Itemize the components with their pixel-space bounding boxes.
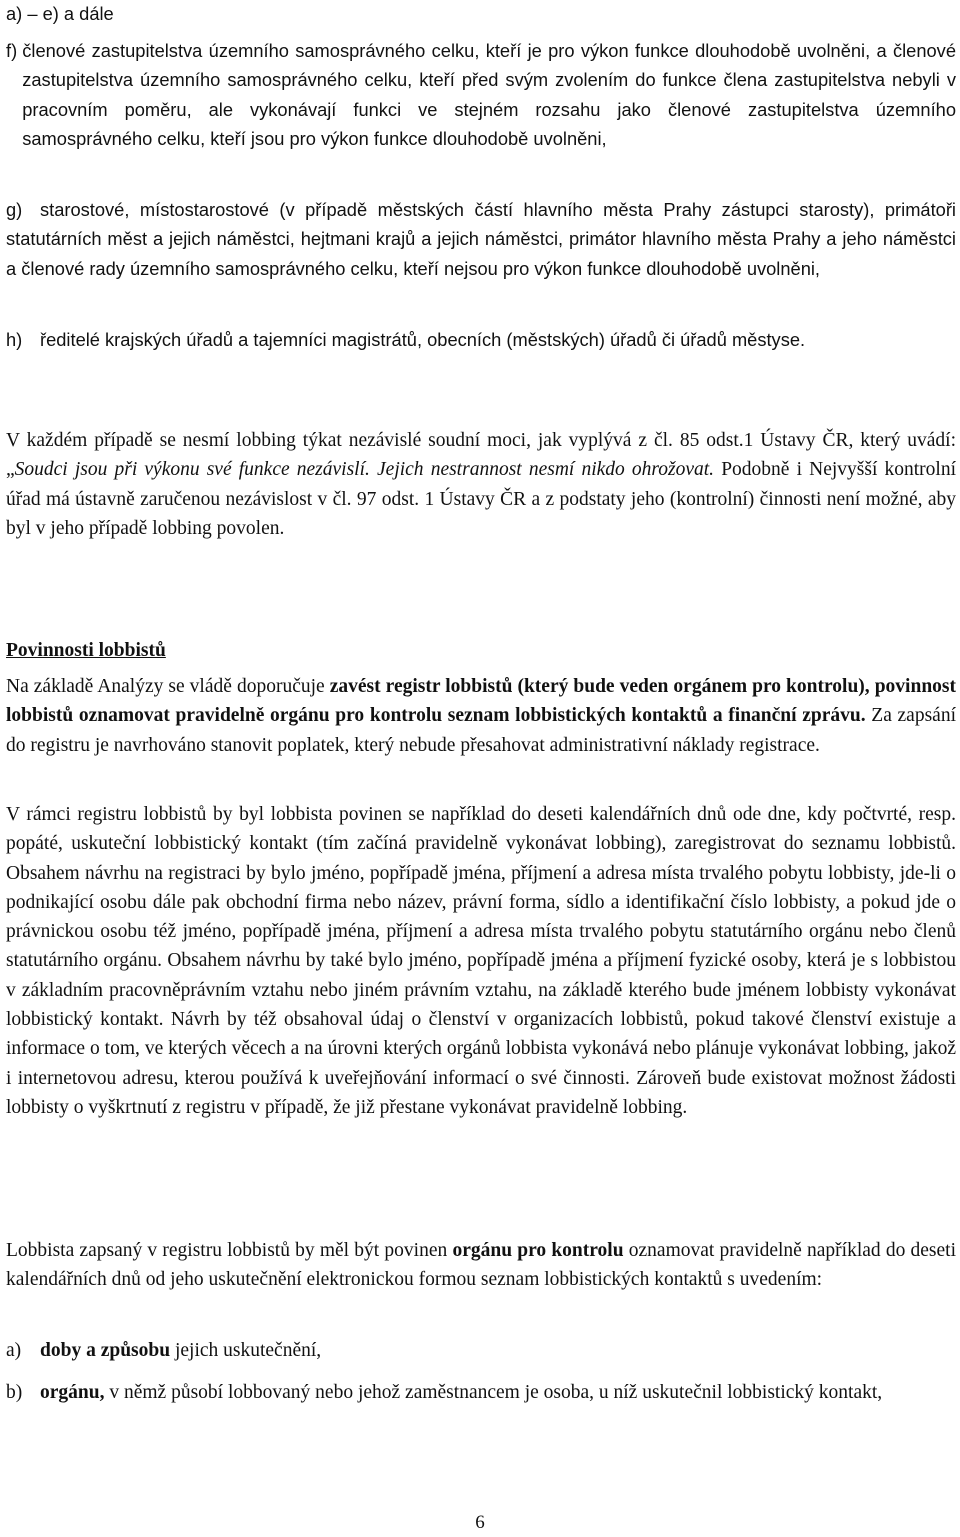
- courts-text-1: V každém případě se nesmí lobbing týkat nezávislé soudní moci, jak vyplývá z čl. 85 odst.1 Ústavy ČR, který uvádí: „: [6, 430, 956, 481]
- list-text: [40, 1378, 956, 1407]
- list-text: starostové, místostarostové (v případě městských částí hlavního města Prahy zástupci starosty), primátoři statutárních měst a jejich náměstci, hejtmani krajů a jejich náměstci, primátor hlavního města Prahy a jeho náměstci a členové rady územního samosprávného celku, kteří nejsou pro výkon funkce dlouhodobě uvolněni,: [6, 199, 956, 279]
- heading-text: Povinnosti lobbistů: [6, 640, 166, 661]
- p3-text-1: Lobbista zapsaný v registru lobbistů by měl být povinen: [6, 1240, 453, 1261]
- list-text: [40, 1336, 956, 1365]
- list-label: h): [6, 329, 28, 350]
- p1-text-1: Na základě Analýzy se vládě doporučuje: [6, 676, 330, 697]
- list-label: g): [6, 199, 28, 220]
- paragraph-3: [6, 1236, 956, 1295]
- p3-bold: orgánu pro kontrolu: [452, 1240, 624, 1261]
- list-text: členové zastupitelstva územního samosprávného celku, kteří je pro výkon funkce dlouhodobě uvolněni, a členové zastupitelstva územního samosprávného celku, kteří před svým zvolením do funkce člena zastupitelstva nebyli v pracovním poměru, ale vykonávají funkci ve stejném rozsahu jako členové zastupitelstva územního samosprávného celku, kteří jsou pro výkon funkce dlouhodobě uvolněni,: [22, 40, 956, 149]
- courts-paragraph: [6, 426, 956, 543]
- list2-item-a: [6, 1336, 956, 1365]
- list-rest: v němž působí lobbovaný nebo jehož zaměstnancem je osoba, u níž uskutečnil lobbistický kontakt,: [104, 1382, 883, 1403]
- p1-text-2: Za zapsání do registru je navrhováno stanovit poplatek, který nebude přesahovat administrativní náklady registrace.: [6, 705, 956, 756]
- p3-text-2: oznamovat pravidelně například do deseti kalendářních dnů od jeho uskutečnění elektronickou formou seznam lobbistických kontaktů s uvedením:: [6, 1240, 957, 1291]
- intro-line: a) – e) a dále: [6, 3, 114, 24]
- list-item-f: [6, 36, 956, 153]
- paragraph-2: V rámci registru lobbistů by byl lobbista povinen se například do deseti kalendářních dnů ode dne, kdy počtvrté, resp. popáté, uskuteční lobbistický kontakt (tím začíná pravidelně vykonávat lobbing), zaregistrovat do seznamu lobbistů. Obsahem návrhu na registraci by bylo jméno, popřípadě jména, příjmení a adresa místa trvalého pobytu lobbisty, jde-li o podnikající osobu dále pak obchodní firma nebo název, právní forma, sídlo a identifikační číslo lobbisty, a pokud jde o právnickou osobu též jméno, popřípadě jména, příjmení a adresa místa trvalého pobytu statutárního orgánu nebo členů statutárního orgánu. Obsahem návrhu by také bylo jméno, popřípadě jména a příjmení fyzické osoby, která je s lobbistou v základním pracovněprávním vztahu nebo jiném právním vztahu, na základě kterého bude jménem lobbisty vykonávat lobbistický kontakt. Návrh by též obsahoval údaj o členství v organizacích lobbistů, pokud takové členství existuje a informace o tom, ve kterých věcech a na úrovni kterých orgánů lobbista vykonává nebo plánuje vykonávat lobbing, jakož i internetovou adresu, kterou používá k uveřejňování informací o své činnosti. Zároveň bude existovat možnost žádosti lobbisty o vyškrtnutí z registru v případě, že již přestane vykonávat pravidelně lobbing.: [6, 804, 956, 1118]
- list-item-g: [6, 195, 956, 283]
- page-number: 6: [475, 1512, 485, 1533]
- list2-item-b: [6, 1378, 956, 1407]
- section-heading: [6, 636, 956, 665]
- list-item-h: [6, 325, 956, 354]
- list-bold: doby a způsobu: [40, 1340, 171, 1361]
- constitution-quote: Soudci jsou při výkonu své funkce nezávislí. Jejich nestrannost nesmí nikdo ohrožovat.: [14, 459, 715, 481]
- list-rest: jejich uskutečnění,: [170, 1340, 322, 1361]
- list-label: f): [6, 40, 23, 61]
- list-text: ředitelé krajských úřadů a tajemníci magistrátů, obecních (městských) úřadů či úřadů městyse.: [40, 329, 806, 350]
- list-label: b): [6, 1382, 28, 1403]
- list-bold: orgánu,: [40, 1382, 105, 1403]
- list-label: a): [6, 1340, 27, 1361]
- p1-bold: zavést registr lobbistů (který bude veden orgánem pro kontrolu), povinnost lobbistů oznamovat pravidelně orgánu pro kontrolu seznam lobbistických kontaktů a finanční zprávu.: [6, 676, 956, 727]
- paragraph-1: [6, 672, 956, 760]
- courts-text-2: Podobně i Nejvyšší kontrolní úřad má ústavně zaručenou nezávislost v čl. 97 odst. 1 Ústavy ČR a z podstaty jeho (kontrolní) činnosti není možné, aby byl v jeho případě lobbing povolen.: [6, 459, 956, 539]
